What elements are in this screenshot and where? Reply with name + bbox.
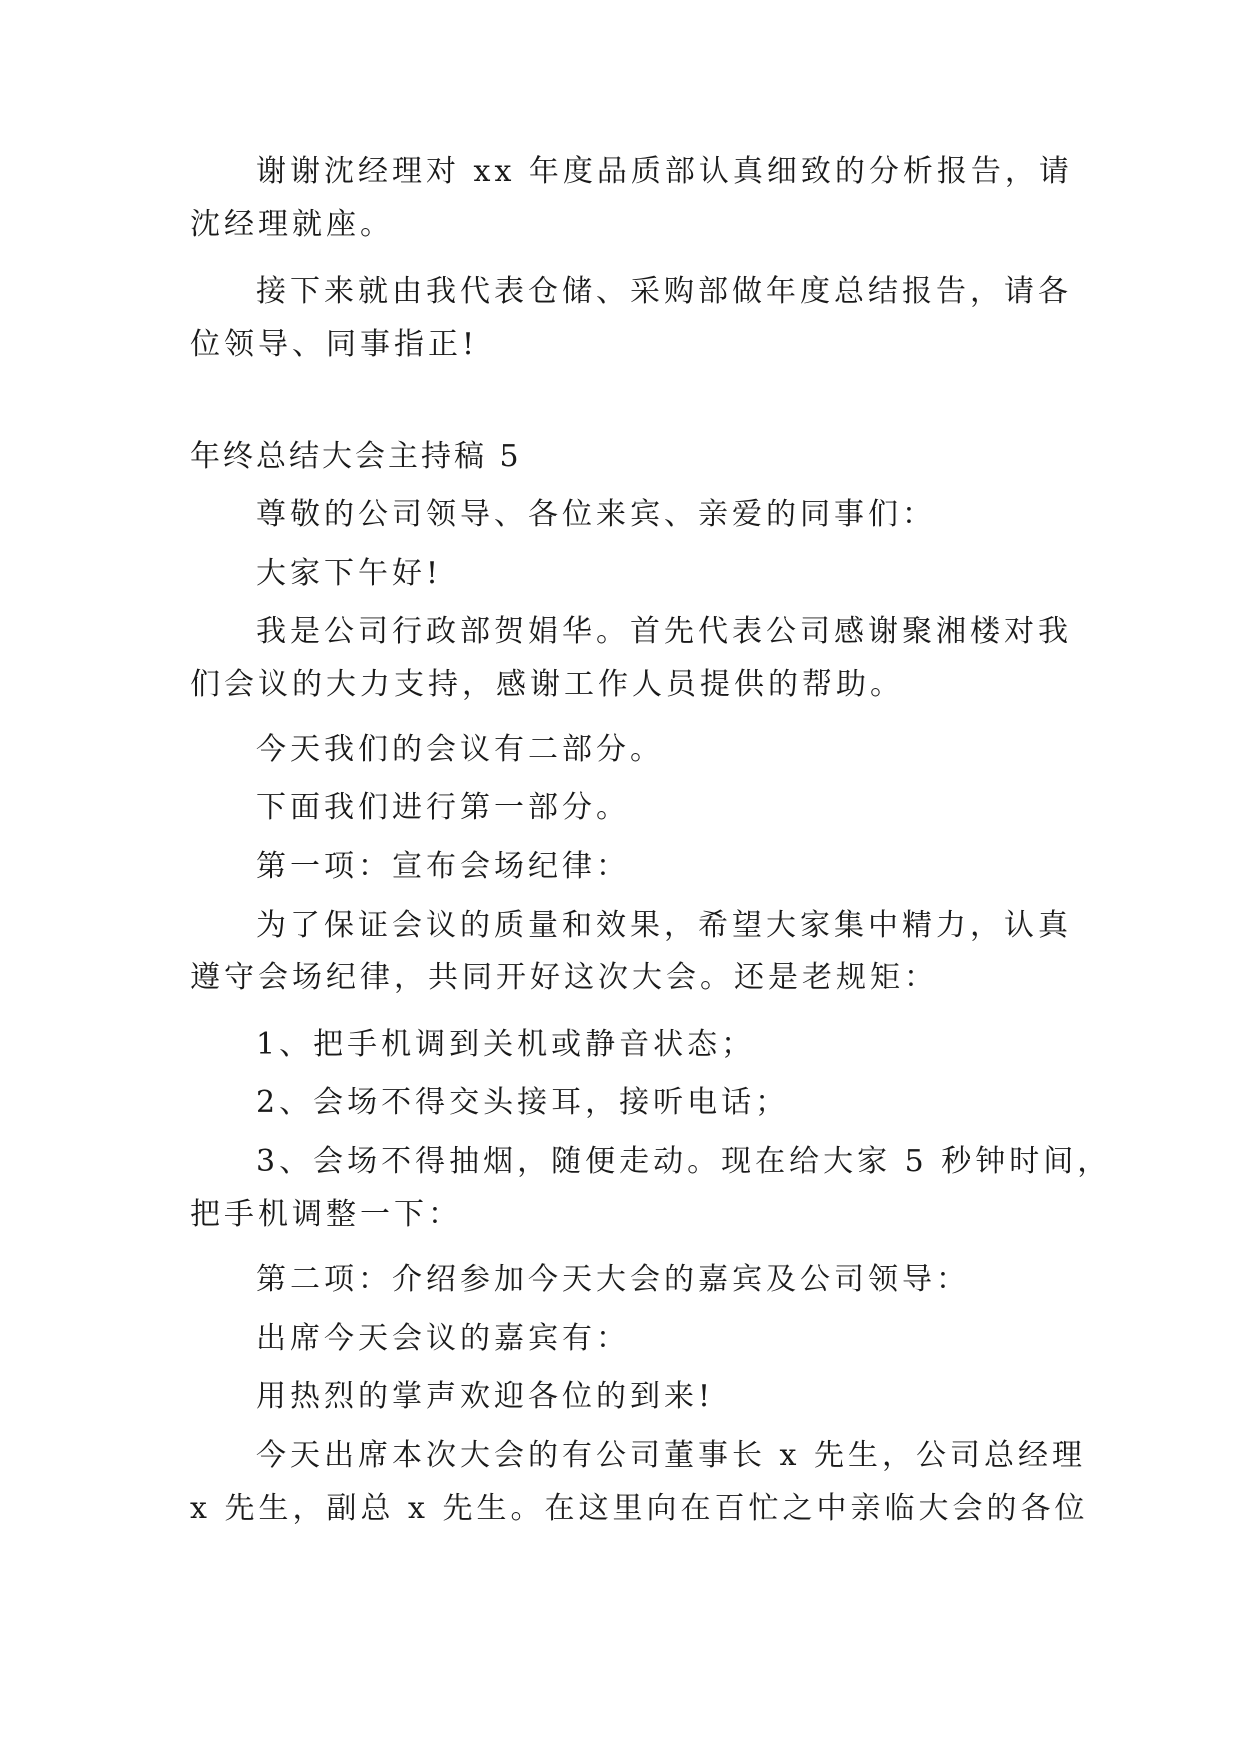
item-title: 第二项：介绍参加今天大会的嘉宾及公司领导： bbox=[256, 1262, 970, 1297]
paragraph-line: 我是公司行政部贺娟华。首先代表公司感谢聚湘楼对我 bbox=[256, 614, 1072, 649]
paragraph-line: x 先生，副总 x 先生。在这里向在百忙之中亲临大会的各位 bbox=[190, 1491, 1089, 1526]
paragraph-line: 为了保证会议的质量和效果，希望大家集中精力，认真 bbox=[256, 908, 1072, 943]
paragraph-line: 遵守会场纪律，共同开好这次大会。还是老规矩： bbox=[190, 960, 938, 995]
paragraph-line: 谢谢沈经理对 xx 年度品质部认真细致的分析报告，请 bbox=[256, 154, 1073, 189]
paragraph-line: 沈经理就座。 bbox=[190, 207, 394, 242]
paragraph-line: 用热烈的掌声欢迎各位的到来! bbox=[256, 1379, 715, 1414]
greeting-line: 尊敬的公司领导、各位来宾、亲爱的同事们： bbox=[256, 497, 936, 532]
rule-item: 1、把手机调到关机或静音状态； bbox=[256, 1027, 756, 1062]
paragraph-line: 今天出席本次大会的有公司董事长 x 先生，公司总经理 bbox=[256, 1438, 1086, 1473]
rule-item: 2、会场不得交头接耳，接听电话； bbox=[256, 1085, 790, 1120]
section-title: 年终总结大会主持稿 5 bbox=[190, 439, 522, 474]
item-title: 第一项：宣布会场纪律： bbox=[256, 849, 630, 884]
paragraph-line: 接下来就由我代表仓储、采购部做年度总结报告，请各 bbox=[256, 274, 1072, 309]
paragraph-line: 下面我们进行第一部分。 bbox=[256, 790, 630, 825]
greeting-line: 大家下午好! bbox=[256, 556, 443, 591]
paragraph-line: 们会议的大力支持，感谢工作人员提供的帮助。 bbox=[190, 667, 904, 702]
paragraph-line: 位领导、同事指正! bbox=[190, 327, 479, 362]
paragraph-line: 今天我们的会议有二部分。 bbox=[256, 732, 664, 767]
paragraph-line: 出席今天会议的嘉宾有： bbox=[256, 1321, 630, 1356]
rule-item: 把手机调整一下： bbox=[190, 1197, 462, 1232]
rule-item: 3、会场不得抽烟，随便走动。现在给大家 5 秒钟时间， bbox=[256, 1144, 1112, 1179]
